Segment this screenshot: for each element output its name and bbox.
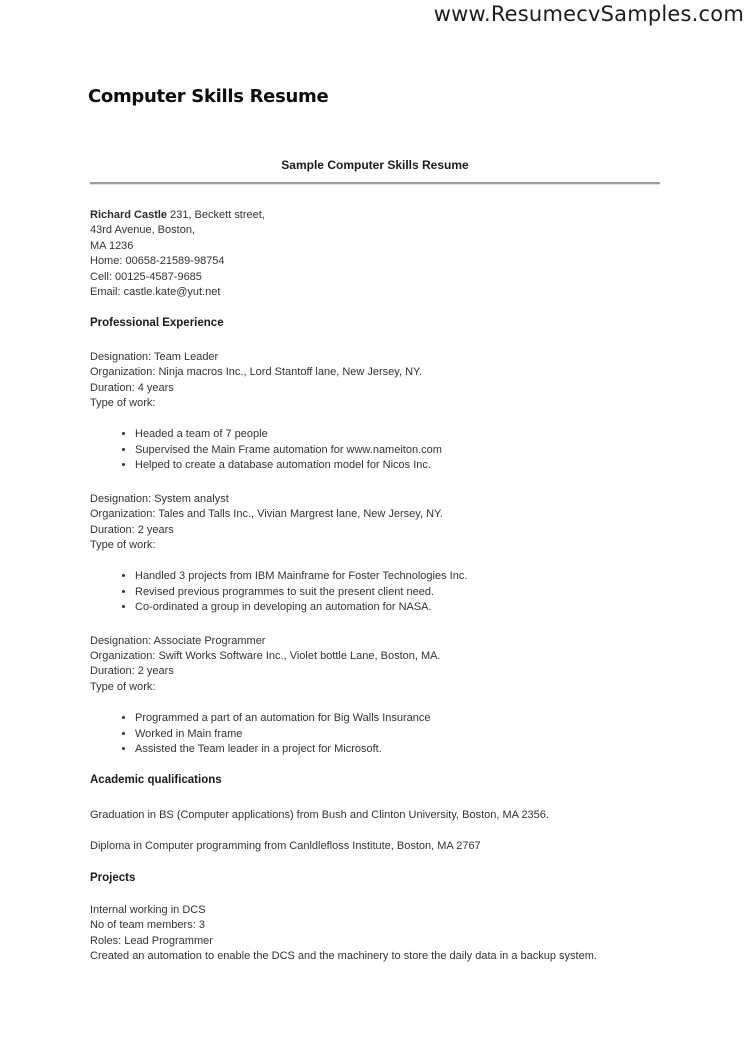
section-heading-experience: Professional Experience (90, 317, 224, 330)
job-block (90, 492, 704, 616)
job-block (90, 634, 704, 758)
academic-item: Diploma in Computer programming from Canldlefloss Institute, Boston, MA 2767 (90, 840, 481, 853)
job-bullet: • Worked in Main frame (135, 727, 704, 742)
job-duration: Duration: 2 years (90, 523, 174, 536)
contact-address: 231, Beckett street, (170, 209, 265, 221)
job-organization: Organization: Ninja macros Inc., Lord Stantoff lane, New Jersey, NY. (90, 366, 422, 379)
job-bullet: • Helped to create a database automation model for Nicos Inc. (135, 458, 704, 473)
contact-line (90, 208, 704, 223)
contact-line-email: Email: castle.kate@yut.net (90, 286, 221, 299)
job-organization: Organization: Swift Works Software Inc., Violet bottle Lane, Boston, MA. (90, 649, 441, 662)
job-designation: Designation: Associate Programmer (90, 634, 266, 647)
contact-line-cell-phone: Cell: 00125-4587-9685 (90, 270, 202, 283)
job-bullet: • Revised previous programmes to suit the present client need. (135, 585, 704, 600)
project-line: No of team members: 3 (90, 919, 205, 932)
job-work-label: Type of work: (90, 538, 156, 551)
job-work-label: Type of work: (90, 680, 156, 693)
job-block (90, 350, 704, 474)
contact-line-home-phone: Home: 00658-21589-98754 (90, 255, 225, 268)
job-bullet: • Handled 3 projects from IBM Mainframe for Foster Technologies Inc. (135, 569, 704, 584)
project-line: Roles: Lead Programmer (90, 934, 213, 947)
job-bullet: • Programmed a part of an automation for Big Walls Insurance (135, 711, 704, 726)
job-bullet: • Supervised the Main Frame automation for www.nameiton.com (135, 443, 704, 458)
section-heading-academic: Academic qualifications (90, 774, 222, 787)
job-work-label: Type of work: (90, 397, 156, 410)
document-body (90, 158, 704, 965)
job-designation: Designation: System analyst (90, 492, 229, 505)
job-bullet: • Co-ordinated a group in developing an automation for NASA. (135, 600, 704, 615)
job-bullet-list (90, 711, 704, 757)
document-heading: Sample Computer Skills Resume (281, 158, 469, 172)
heading-divider (90, 182, 660, 185)
job-duration: Duration: 2 years (90, 665, 174, 678)
section-heading-projects: Projects (90, 871, 136, 884)
job-designation: Designation: Team Leader (90, 350, 219, 363)
academic-item: Graduation in BS (Computer applications) from Bush and Clinton University, Boston, MA 2356. (90, 808, 549, 821)
site-header (434, 2, 744, 26)
job-bullet-list (90, 569, 704, 615)
contact-line: MA 1236 (90, 239, 134, 252)
page-title: Computer Skills Resume (88, 86, 329, 107)
project-line: Created an automation to enable the DCS and the machinery to store the daily data in a backup system. (90, 950, 597, 963)
projects-block (90, 903, 704, 965)
job-bullet: • Assisted the Team leader in a project for Microsoft. (135, 742, 704, 757)
job-bullet: • Headed a team of 7 people (135, 427, 704, 442)
contact-name: Richard Castle (90, 209, 168, 221)
project-line: Internal working in DCS (90, 904, 206, 916)
job-bullet-list (90, 427, 704, 473)
job-organization: Organization: Tales and Talls Inc., Vivian Margrest lane, New Jersey, NY. (90, 508, 443, 521)
job-duration: Duration: 4 years (90, 381, 174, 394)
contact-block (90, 208, 704, 300)
site-url: www.ResumecvSamples.com (433, 2, 744, 26)
contact-line: 43rd Avenue, Boston, (90, 224, 195, 237)
